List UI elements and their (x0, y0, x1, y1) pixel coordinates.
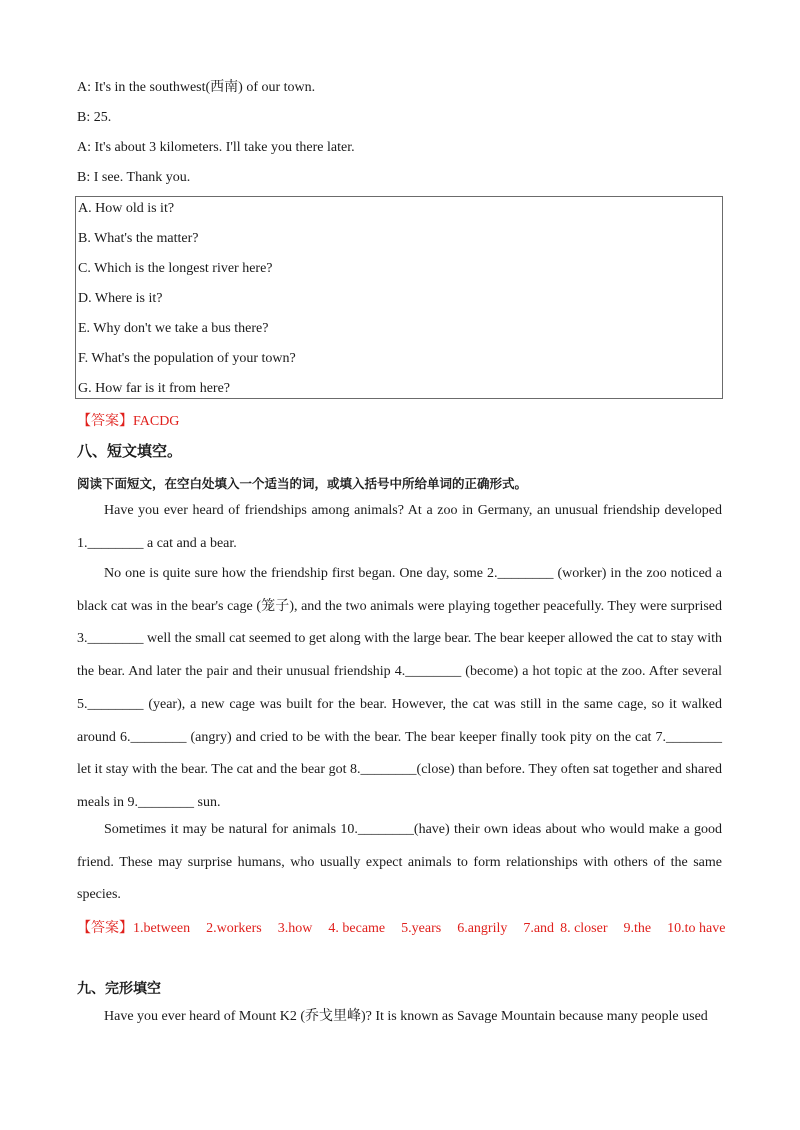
option-b: B. What's the matter? (78, 231, 199, 246)
passage-paragraph-1 (77, 495, 722, 560)
dialogue-line: B: 25. (77, 110, 112, 125)
answer-label: 【答案】 (77, 921, 133, 936)
answer-item: 2.workers (206, 921, 262, 936)
section-8-instruction: 阅读下面短文，在空白处填入一个适当的词，或填入括号中所给单词的正确形式。 (77, 476, 528, 491)
option-g: G. How far is it from here? (78, 381, 231, 396)
options-box (75, 196, 723, 399)
passage-paragraph-3 (77, 814, 722, 912)
paragraph-text: Have you ever heard of friendships among animals? At a zoo in Germany, an unusual friendship developed 1.________ a cat and a bear. (77, 503, 722, 551)
answer-section-7: 【答案】FACDG (77, 414, 180, 429)
passage-paragraph-2 (77, 558, 722, 820)
option-d: D. Where is it? (78, 291, 163, 306)
answer-item: 1.between (133, 921, 191, 936)
paragraph-text: No one is quite sure how the friendship first began. One day, some 2.________ (worker) in the zoo noticed a black cat was in the bear's cage (笼子), and the two animals were playing together peacefully. They were surprised 3.________ well the small cat seemed to get along with the large bear. The bear keeper allowed the cat to stay with the bear. And later the pair and their unusual friendship 4.________ (become) a hot topic at the zoo. After several 5.________ (year), a new cage was built for the bear. However, the cat was still in the same cage, so it walked around 6.________ (angry) and cried to be with the bear. The bear keeper finally took pity on the cat 7.________ let it stay with the bear. The cat and the bear got 8.________(close) than before. They often sat together and shared meals in 9.________ sun. (77, 566, 722, 810)
answer-item: 9.the (623, 921, 652, 936)
answer-item: 3.how (277, 921, 313, 936)
answer-item: 7.and (523, 921, 555, 936)
section-8-heading: 八、短文填空。 (77, 442, 183, 460)
option-e: E. Why don't we take a bus there? (78, 321, 269, 336)
answer-item: 8. closer (560, 921, 608, 936)
paragraph-text: Have you ever heard of Mount K2 (乔戈里峰)? It is known as Savage Mountain because many people used (104, 1009, 708, 1024)
option-c: C. Which is the longest river here? (78, 261, 273, 276)
option-f: F. What's the population of your town? (78, 351, 296, 366)
option-a: A. How old is it? (78, 201, 175, 216)
section-9-heading: 九、完形填空 (77, 981, 161, 997)
answer-item: 4. became (328, 921, 386, 936)
answer-section-8 (77, 917, 725, 937)
dialogue-line: B: I see. Thank you. (77, 170, 191, 185)
dialogue-line: A: It's in the southwest(西南) of our town. (77, 80, 316, 95)
dialogue-line: A: It's about 3 kilometers. I'll take you there later. (77, 140, 355, 155)
paragraph-text: Sometimes it may be natural for animals 10.________(have) their own ideas about who would make a good friend. These may surprise humans, who usually expect animals to form relationships with others of the same species. (77, 822, 722, 903)
answer-item: 6.angrily (457, 921, 508, 936)
answer-item: 10.to have (667, 921, 726, 936)
passage-paragraph-section-9 (77, 1001, 722, 1034)
answer-item: 5.years (401, 921, 442, 936)
